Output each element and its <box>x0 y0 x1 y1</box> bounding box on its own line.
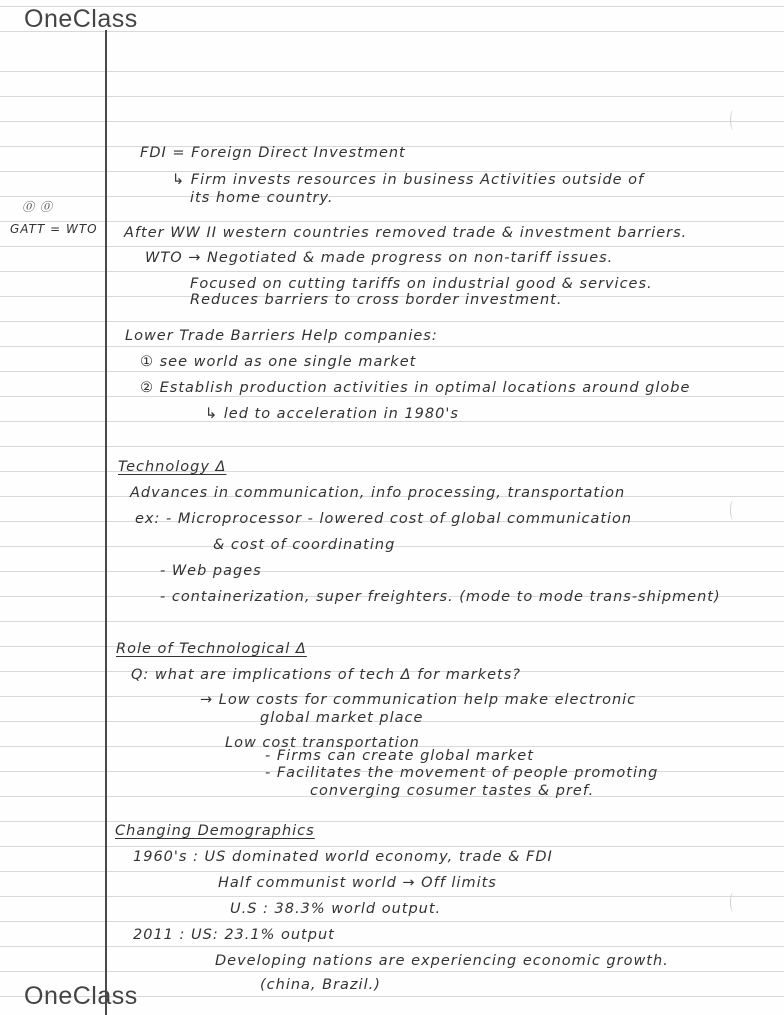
technology-heading: Technology Δ <box>118 459 227 475</box>
role-answer-6: converging cosumer tastes & pref. <box>310 783 595 799</box>
demographics-line-2: Half communist world → Off limits <box>218 875 497 891</box>
role-answer-1: → Low costs for communication help make electronic <box>200 692 637 708</box>
role-answer-3: Low cost transportation <box>225 735 420 751</box>
margin-symbols: ⓪ ⓪ <box>22 200 53 214</box>
fdi-detail-1: ↳ Firm invests resources in business Activities outside of <box>172 172 645 188</box>
demographics-line-5: Developing nations are experiencing economic growth. <box>215 953 669 969</box>
technology-line-1: Advances in communication, info processing, transportation <box>130 485 626 501</box>
demographics-line-6: (china, Brazil.) <box>260 977 381 993</box>
technology-line-5: - containerization, super freighters. (mode to mode trans-shipment) <box>160 589 721 605</box>
role-heading: Role of Technological Δ <box>116 641 307 657</box>
demographics-line-1: 1960's : US dominated world economy, trade & FDI <box>133 849 553 865</box>
technology-line-2: ex: - Microprocessor - lowered cost of global communication <box>135 511 633 527</box>
role-question: Q: what are implications of tech Δ for markets? <box>131 667 521 683</box>
barriers-line-4: Reduces barriers to cross border investment. <box>190 292 563 308</box>
margin-note: GATT = WTO <box>10 222 98 236</box>
page-mark <box>730 892 737 912</box>
lower-trade-item-2: ② Establish production activities in optimal locations around globe <box>140 380 691 396</box>
technology-line-4: - Web pages <box>160 563 262 579</box>
page-mark <box>730 500 737 520</box>
oneclass-logo-top: OneClass <box>24 5 138 33</box>
fdi-definition: FDI = Foreign Direct Investment <box>140 145 406 161</box>
role-answer-5: - Facilitates the movement of people promoting <box>265 765 659 781</box>
demographics-line-4: 2011 : US: 23.1% output <box>133 927 335 943</box>
lower-trade-item-3: ↳ led to acceleration in 1980's <box>205 406 459 422</box>
technology-line-3: & cost of coordinating <box>213 537 396 553</box>
lower-trade-heading: Lower Trade Barriers Help companies: <box>125 328 438 344</box>
role-answer-4: - Firms can create global market <box>265 748 534 764</box>
barriers-line-1: After WW II western countries removed trade & investment barriers. <box>124 225 688 241</box>
page-mark <box>730 110 737 130</box>
fdi-detail-2: its home country. <box>190 190 334 206</box>
role-answer-2: global market place <box>260 710 424 726</box>
barriers-line-2: WTO → Negotiated & made progress on non-tariff issues. <box>145 250 614 266</box>
demographics-heading: Changing Demographics <box>115 823 315 839</box>
demographics-line-3: U.S : 38.3% world output. <box>230 901 442 917</box>
barriers-line-3: Focused on cutting tariffs on industrial good & services. <box>190 276 653 292</box>
oneclass-logo-bottom: OneClass <box>24 982 138 1010</box>
lower-trade-item-1: ① see world as one single market <box>140 354 417 370</box>
margin-rule <box>105 30 107 1015</box>
